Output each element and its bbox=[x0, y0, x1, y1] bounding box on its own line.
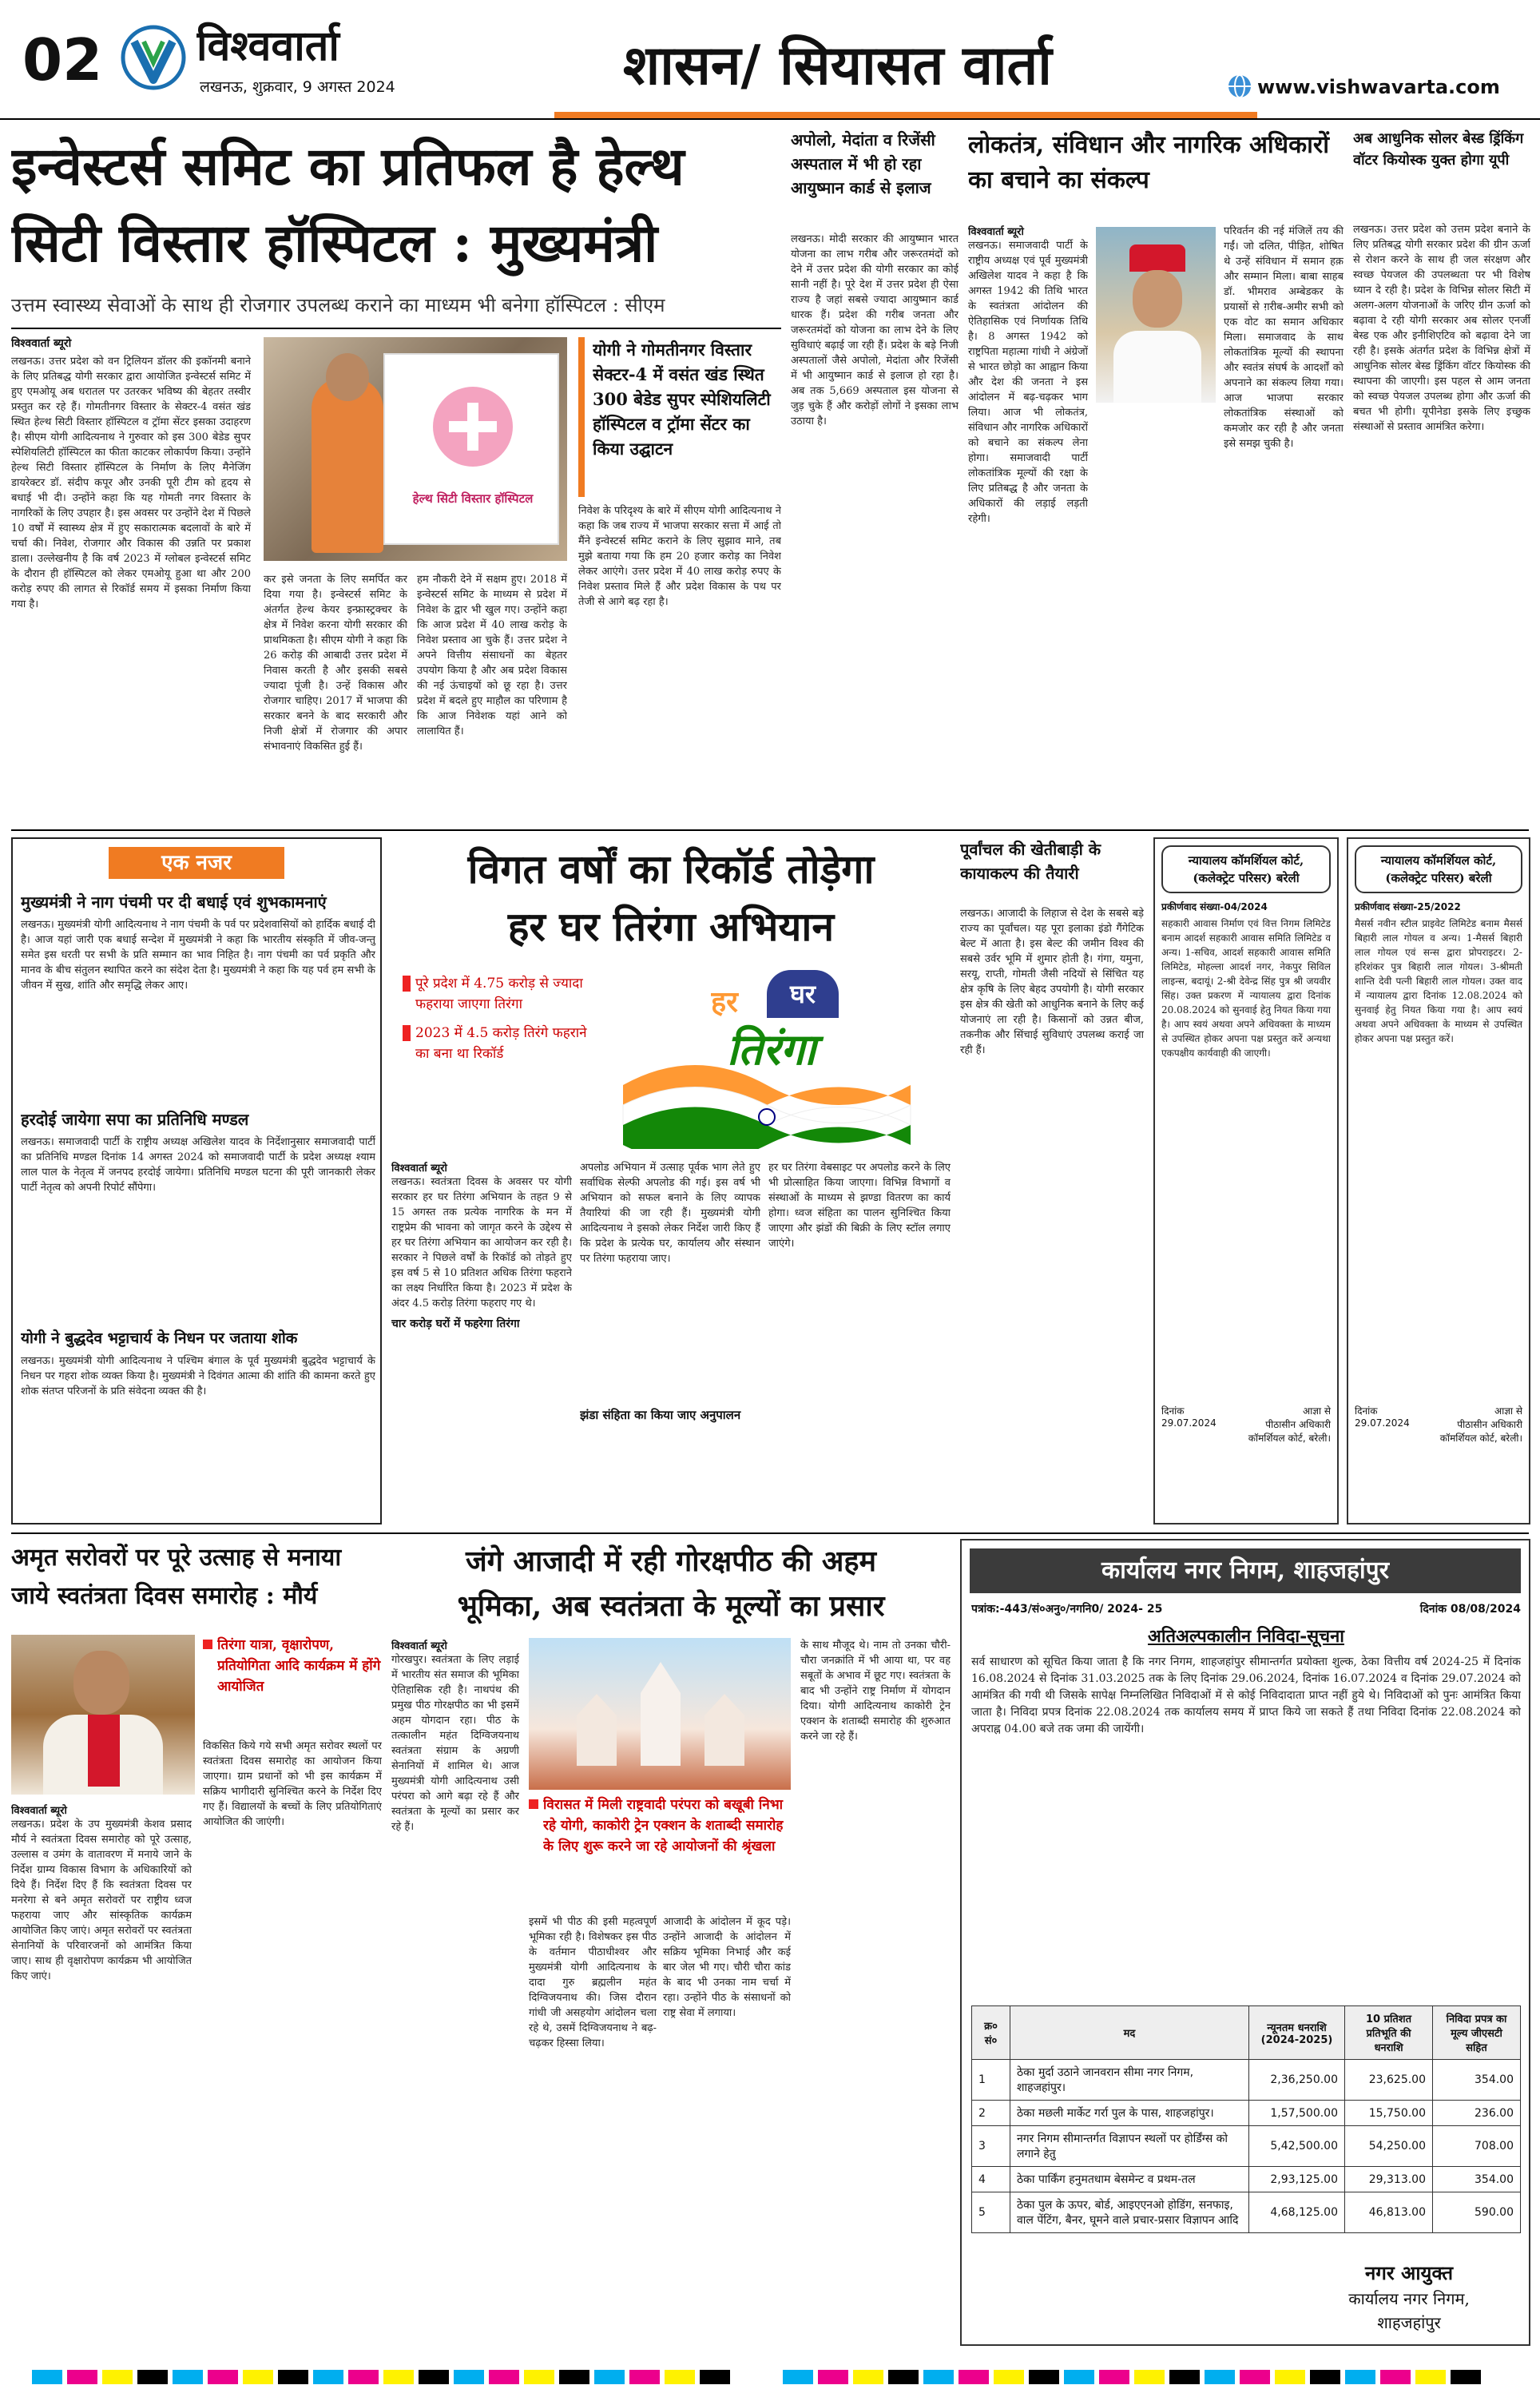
table-row bbox=[972, 2167, 1521, 2192]
table-header: निविदा प्रपत्र का मूल्य जीएसटी सहित bbox=[1433, 2006, 1521, 2060]
bullet-icon bbox=[403, 1025, 411, 1041]
democracy-column-2: परिवर्तन की नई मंजिलें तय की गईं। जो दलित, पीड़ित, शोषित थे उन्हें संविधान में समान हक़ और सम्मान मिला। बाबा साहब डॉ. भीमराव अम्बेडकर के प्रयासों से ग़रीब-अमीर सभी को एक वोट का समान अधिकार मिला। समाजवाद के साथ लोकतांत्रिक मूल्यों की स्थापना और स्वतंत्र संघर्ष के आदर्शों को अपनाने का संकल्प लिया गया। आज भाजपा सरकार लोकतांत्रिक संस्थाओं को कमजोर कर रही है और जनता इसे समझ चुकी है। bbox=[1224, 225, 1344, 450]
color-swatch bbox=[888, 2370, 919, 2384]
tiranga-headline-2: हर घर तिरंगा अभियान bbox=[507, 903, 835, 950]
print-registration-bar bbox=[0, 2357, 1540, 2397]
tiranga-byline: विश्ववार्ता ब्यूरो bbox=[391, 1163, 447, 1175]
page-number: 02 bbox=[22, 26, 103, 93]
color-swatch bbox=[559, 2370, 589, 2384]
color-swatch bbox=[959, 2370, 989, 2384]
tender-office-title: कार्यालय नगर निगम, शाहजहांपुर bbox=[970, 1548, 1521, 1593]
table-cell: 236.00 bbox=[1433, 2101, 1521, 2126]
purvanchal-headline: पूर्वांचल की खेतीबाड़ी के कायाकल्प की तैयारी bbox=[960, 840, 1101, 883]
color-swatch bbox=[173, 2370, 203, 2384]
website-link[interactable]: www.vishwavarta.com bbox=[1257, 76, 1500, 98]
lead-byline: विश्ववार्ता ब्यूरो bbox=[11, 337, 72, 350]
tiranga-column-2: अपलोड अभियान में उत्साह पूर्वक भाग लेते हुए सर्वाधिक सेल्फी अपलोड की गई। इस वर्ष भी अभियान को सफल बनाने के लिए व्यापक तैयारियां की जा रही हैं। मुख्यमंत्री योगी आदित्यनाथ ने इसको लेकर निर्देश जारी किए हैं कि प्रदेश के प्रत्येक घर, कार्यालय और संस्थान पर तिरंगा फहराया जाए। bbox=[580, 1162, 760, 1265]
globe-icon bbox=[1227, 74, 1252, 99]
gorakhpeeth-byline: विश्ववार्ता ब्यूरो bbox=[391, 1640, 447, 1652]
color-swatch bbox=[1345, 2370, 1375, 2384]
lead-story bbox=[11, 128, 781, 823]
color-swatch bbox=[783, 2370, 813, 2384]
color-swatch bbox=[489, 2370, 519, 2384]
color-swatch bbox=[853, 2370, 883, 2384]
color-swatch bbox=[994, 2370, 1024, 2384]
color-swatch bbox=[1064, 2370, 1094, 2384]
table-cell: ठेका पार्किंग हनुमतधाम बेसमेन्ट व प्रथम-तल bbox=[1010, 2167, 1249, 2192]
tender-signature bbox=[1297, 2260, 1521, 2336]
tiranga-headline-1: विगत वर्षों का रिकॉर्ड तोड़ेगा bbox=[467, 845, 875, 892]
democracy-column-1 bbox=[968, 224, 1088, 815]
lead-headline-1: इन्वेस्टर्स समिट का प्रतिफल है हेल्थ bbox=[11, 135, 685, 197]
color-swatch bbox=[1169, 2370, 1200, 2384]
color-swatch bbox=[524, 2370, 554, 2384]
temple-photo bbox=[529, 1638, 791, 1790]
tender-body: सर्व साधारण को सूचित किया जाता है कि नगर निगम, शाहजहांपुर सीमान्तर्गत प्रयोक्ता शुल्क, ठेका वित्तीय वर्ष 2024-25 में दिनांक 16.08.2024 से दिनांक 31.03.2025 तक के लिए दिनांक 29.06.2024, दिनांक 16.07.2024 व दिनांक 29.07.2024 को आमंत्रित की गयी थी जिसके सापेक्ष निम्नलिखित निविदाओं में से कोई निविदादाता प्राप्त नहीं हुये थे। निविदाओं को पुनः आमंत्रित किया जाता है। निविदा प्रपत्र दिनांक 22.08.2024 तक कार्यालय समय में प्राप्त किये जा सकते हैं तथा निविदा दिनांक 22.08.2024 को अपराह्न 04.00 बजे तक जमा की जायेंगी। bbox=[971, 1656, 1521, 1735]
democracy-body: लखनऊ। समाजवादी पार्टी के राष्ट्रीय अध्यक्ष एवं पूर्व मुख्यमंत्री अखिलेश यादव ने कहा है कि अगस्त 1942 की तिथि भारत के स्वतंत्रता आंदोलन की ऐतिहासिक एवं निर्णायक तिथि है। 8 अगस्त 1942 को राष्ट्रपिता महात्मा गांधी ने अंग्रेजों से भारत छोड़ो का आह्वान किया और देश की जनता ने इस आंदोलन में बढ़-चढ़कर भाग लिया। आज भी लोकतंत्र, संविधान और नागरिक अधिकारों को बचाने का संकल्प लेना होगा। समाजवादी पार्टी लोकतांत्रिक मूल्यों की रक्षा के लिए प्रतिबद्ध है और जनता के अधिकारों की लड़ाई लड़ती रहेगी। bbox=[968, 240, 1088, 525]
color-swatch bbox=[1275, 2370, 1305, 2384]
color-swatch bbox=[208, 2370, 238, 2384]
gorakhpeeth-column-3: आजादी के आंदोलन में कूद पड़े। उन्होंने आजादी के आंदोलन में सक्रिय भूमिका निभाई और कई बार जेल भी गए। चौरी चौरा कांड के बाद भी उनका नाम चर्चा में रहा। उन्होंने पीठ के संसाधनों को राष्ट्र सेवा में लगाया। bbox=[663, 1916, 791, 2019]
nazar-item-3-headline: योगी ने बुद्धदेव भट्टाचार्य के निधन पर जताया शोक bbox=[21, 1330, 298, 1347]
lead-column-3: हम नौकरी देने में सक्षम हुए। 2018 में इन्वेस्टर्स समिट के माध्यम से प्रदेश में निवेश के द्वार भी खुल गए। उन्होंने कहा कि आज प्रदेश में 40 लाख करोड़ के निवेश प्रस्ताव आ चुके हैं। उत्तर प्रदेश ने अपने वित्तीय संसाधनों का बेहतर उपयोग किया है और अब प्रदेश विकास की नई ऊंचाइयों को छू रहा है। उत्तर प्रदेश में बदले हुए माहौल का परिणाम है कि आज निवेशक यहां आने को लालायित हैं। bbox=[417, 574, 567, 737]
color-swatch bbox=[1099, 2370, 1129, 2384]
court-notice-1 bbox=[1153, 837, 1339, 1524]
table-cell: ठेका मछली मार्केट गर्रा पुल के पास, शाहजहांपुर। bbox=[1010, 2101, 1249, 2126]
color-swatch bbox=[1240, 2370, 1270, 2384]
table-cell: 5,42,500.00 bbox=[1249, 2126, 1345, 2167]
amrit-highlight: तिरंगा यात्रा, वृक्षारोपण, प्रतियोगिता आदि कार्यक्रम में होंगे आयोजित bbox=[217, 1637, 381, 1695]
nazar-item-3-body: लखनऊ। मुख्यमंत्री योगी आदित्यनाथ ने पश्चिम बंगाल के पूर्व मुख्यमंत्री बुद्धदेव भट्टाचार्य के निधन पर गहरा शोक व्यक्त किया है। मुख्यमंत्री ने दिवंगत आत्मा की शांति की कामना करते हुए शोक संतप्त परिजनों के प्रति संवेदना व्यक्त की है। bbox=[21, 1355, 375, 1397]
banner-logo-icon bbox=[425, 379, 521, 475]
nazar-item-1-headline: मुख्यमंत्री ने नाग पंचमी पर दी बधाई एवं शुभकामनाएं bbox=[21, 892, 327, 912]
court-notice-1-date: दिनांक 29.07.2024 bbox=[1161, 1405, 1217, 1429]
tender-ref-date: दिनांक 08/08/2024 bbox=[1419, 1603, 1521, 1616]
bullet-icon bbox=[403, 976, 411, 992]
ayushman-body: लखनऊ। मोदी सरकार की आयुष्मान भारत योजना का लाभ गरीब और जरूरतमंदों को देने में उत्तर प्रदेश की योगी सरकार का कोई सानी नहीं है। पूरे देश में उत्तर प्रदेश ही ऐसा राज्य है जहां सबसे ज्यादा आयुष्मान कार्ड धारक हैं। प्रदेश की गरीब जनता और जरूरतमंदों को योजना का लाभ देने के लिए सुविधाएं बढ़ाई जा रही हैं। प्रदेश के बड़े निजी अस्पतालों जैसे अपोलो, मेदांता और रिजेंसी में भी आयुष्मान कार्ड से इलाज हो रहा है। अब तक 5,669 अस्पताल इस योजना से जुड़ चुके हैं और करोड़ों लोगों ने इसका लाभ उठाया है। bbox=[791, 233, 959, 427]
color-swatch bbox=[594, 2370, 625, 2384]
table-cell: ठेका मुर्दा उठाने जानवरान सीमा नगर निगम, शाहजहांपुर। bbox=[1010, 2060, 1249, 2101]
amrit-column-2: विकसित किये गये सभी अमृत सरोवर स्थलों पर स्वतंत्रता दिवस समारोह का आयोजन किया जाएगा। ग्राम प्रधानों को भी इस कार्यक्रम में सक्रिय भागीदारी सुनिश्चित करने के निर्देश दिए गए हैं। विद्यालयों के बच्चों के लिए प्रतियोगिताएं आयोजित की जाएंगी। bbox=[203, 1740, 382, 1828]
color-swatch bbox=[313, 2370, 343, 2384]
speaker-figure bbox=[312, 377, 383, 553]
table-header: न्यूनतम धनराशि (2024-2025) bbox=[1249, 2006, 1345, 2060]
tiranga-column-3: हर घर तिरंगा वेबसाइट पर अपलोड करने के लिए भी प्रोत्साहित किया जाएगा। विभिन्न विभागों व संस्थाओं के माध्यम से झण्डा वितरण का कार्य होगा। ध्वज संहिता का पालन सुनिश्चित किया जाएगा और झंडों की बिक्री के लिए स्टॉल लगाए जाएंगे। bbox=[768, 1162, 951, 1250]
nazar-item-2-body: लखनऊ। समाजवादी पार्टी के राष्ट्रीय अध्यक्ष अखिलेश यादव के निर्देशानुसार समाजवादी पार्टी का प्रतिनिधि मण्डल दिनांक 14 अगस्त 2024 को समाजवादी पार्टी के प्रदेश अध्यक्ष श्याम लाल पाल के नेतृत्व में जनपद हरदोई जायेगा। प्रतिनिधि मण्डल घटना की पूरी जानकारी लेकर पार्टी नेतृत्व को अपनी रिपोर्ट सौंपेगा। bbox=[21, 1136, 375, 1194]
nazar-item-1-body: लखनऊ। मुख्यमंत्री योगी आदित्यनाथ ने नाग पंचमी के पर्व पर प्रदेशवासियों को हार्दिक बधाई दी है। आज यहां जारी एक बधाई सन्देश में मुख्यमंत्री ने कहा कि भारतीय संस्कृति में जीव-जन्तु समेत इस धरती पर सभी के प्रति सम्मान का भाव निहित है। नाग पंचमी का पर्व प्रकृति और मानव के बीच संतुलन स्थापित करने का संदेश देता है। मुख्यमंत्री ने कहा कि यह पर्व हम सभी के जीवन में सुख, शांति और समृद्धि लेकर आए। bbox=[21, 919, 375, 992]
masthead bbox=[0, 0, 1540, 120]
court-notice-2-body: मैसर्स नवीन स्टील प्राइवेट लिमिटेड बनाम मैसर्स बिहारी लाल गोयल व अन्य। 1-मैसर्स बिहारी लाल गोयल एवं सन्स द्वारा प्रोपराइटर। 2-हरिशंकर पुत्र बिहारी लाल गोयल। 3-श्रीमती शान्ति देवी पत्नी बिहारी लाल गोयल। उक्त वाद में न्यायालय द्वारा दिनांक 12.08.2024 को सुनवाई हेतु नियत किया गया है। आप स्वयं अथवा अपने अधिवक्ता के माध्यम से उपस्थित होकर अपना पक्ष प्रस्तुत करें। bbox=[1355, 918, 1522, 1044]
table-cell: 2 bbox=[972, 2101, 1010, 2126]
amrit-column-1 bbox=[11, 1803, 192, 2338]
tender-sign-1: नगर आयुक्त bbox=[1365, 2261, 1453, 2284]
court-notice-2 bbox=[1347, 837, 1530, 1524]
court-notice-1-body: सहकारी आवास निर्माण एवं वित्त निगम लिमिटेड बनाम आदर्श सहकारी आवास समिति लिमिटेड व अन्य। 1-सचिव, आदर्श सहकारी आवास समिति लिमिटेड, मोहल्ला आदर्श नगर, नेकपुर सिविल लाइन्स, बदायूं। 2-श्री देवेन्द्र सिंह पुत्र श्री जयवीर सिंह। उक्त प्रकरण में न्यायालय द्वारा दिनांक 20.08.2024 को सुनवाई हेतु नियत किया गया है। आप स्वयं अथवा अपने अधिवक्ता के माध्यम से उपस्थित होकर अपना पक्ष प्रस्तुत करें अन्यथा एकपक्षीय कार्यवाही की जाएगी। bbox=[1161, 918, 1331, 1059]
tender-table-wrap bbox=[971, 2005, 1521, 2245]
tiranga-body: लखनऊ। स्वतंत्रता दिवस के अवसर पर योगी सरकार हर घर तिरंगा अभियान के तहत 9 से 15 अगस्त तक प्रत्येक नागरिक के मन में राष्ट्रप्रेम की भावना को जागृत करने के उद्देश्य से हर घर तिरंगा अभियान का आयोजन कर रही है। सरकार ने पिछले वर्षों के रिकॉर्ड को तोड़ते हुए इस वर्ष 5 से 10 प्रतिशत अधिक तिरंगा फहराने का लक्ष्य निर्धारित किया है। 2023 में प्रदेश के अंदर 4.5 करोड़ तिरंगा फहराए गए थे। bbox=[391, 1176, 572, 1310]
color-swatch bbox=[1451, 2370, 1481, 2384]
color-swatch bbox=[419, 2370, 449, 2384]
lead-column-1 bbox=[11, 336, 251, 815]
amrit-byline: विश्ववार्ता ब्यूरो bbox=[11, 1805, 67, 1817]
color-swatch bbox=[348, 2370, 379, 2384]
tiranga-bullet-1: पूरे प्रदेश में 4.75 करोड़ से ज्यादा फहराया जाएगा तिरंगा bbox=[403, 973, 594, 1015]
table-cell: 1 bbox=[972, 2060, 1010, 2101]
logo-word-3: तिरंगा bbox=[727, 1024, 816, 1074]
court-notice-1-sign-2: पीठासीन अधिकारी कॉमर्शियल कोर्ट, बरेली। bbox=[1248, 1419, 1331, 1444]
court-notice-2-date: दिनांक 29.07.2024 bbox=[1355, 1405, 1410, 1429]
table-cell: 15,750.00 bbox=[1345, 2101, 1433, 2126]
table-cell: 54,250.00 bbox=[1345, 2126, 1433, 2167]
section-title: शासन/ सियासत वार्ता bbox=[623, 34, 1052, 97]
solar-body: लखनऊ। उत्तर प्रदेश को उत्तम प्रदेश बनाने के लिए प्रतिबद्ध योगी सरकार प्रदेश की ग्रीन ऊर्जा से रोशन करने के साथ ही जल संरक्षण और स्वच्छ पेयजल की उपलब्धता पर भी विशेष ध्यान दे रही है। प्रदेश के विभिन्न सोलर सिटी में अलग-अलग योजनाओं के जरिए ग्रीन ऊर्जा को बढ़ावा दे रही योगी सरकार अब सोलर एनर्जी बेस्ड एक और इनीशिएटिव को बढ़ावा देने जा रही है। इसके अंतर्गत प्रदेश के विभिन्न क्षेत्रों में आधुनिक सोलर बेस्ड ड्रिंकिंग वॉटर कियोस्क की स्थापना की जाएगी। इस पहल से आम जनता को स्वच्छ पेयजल उपलब्ध होगा और ऊर्जा की बचत भी होगी। यूपीनेडा इसके लिए इच्छुक संस्थाओं से प्रस्ताव आमंत्रित करेगा। bbox=[1353, 224, 1530, 433]
color-swatch bbox=[665, 2370, 695, 2384]
court-notice-2-sign-1: आज्ञा से bbox=[1494, 1405, 1522, 1417]
tiranga-column-1 bbox=[391, 1160, 572, 1520]
solar-story bbox=[1353, 128, 1530, 823]
color-swatch bbox=[923, 2370, 954, 2384]
table-cell: 4 bbox=[972, 2167, 1010, 2192]
table-cell: 590.00 bbox=[1433, 2192, 1521, 2233]
democracy-story bbox=[968, 128, 1344, 823]
amrit-body: लखनऊ। प्रदेश के उप मुख्यमंत्री केशव प्रसाद मौर्य ने स्वतंत्रता दिवस समारोह को पूरे उत्साह, उल्लास व उमंग के वातावरण में मनाये जाने के निर्देश ग्राम्य विकास विभाग के अधिकारियों को दिये हैं। निर्देश दिए हैं कि स्वतंत्रता दिवस पर मनरेगा से बने अमृत सरोवरों पर राष्ट्रीय ध्वज फहराया जाए और सांस्कृतिक कार्यक्रम आयोजित किए जाएं। अमृत सरोवरों पर स्वतंत्रता सेनानियों के परिवारजनों को आमंत्रित किया जाए। साथ ही वृक्षारोपण कार्यक्रम भी आयोजित किए जाएं। bbox=[11, 1819, 192, 1982]
table-cell: 708.00 bbox=[1433, 2126, 1521, 2167]
color-swatch bbox=[1310, 2370, 1340, 2384]
ayushman-headline: अपोलो, मेदांता व रिजेंसी अस्पताल में भी हो रहा आयुष्मान कार्ड से इलाज bbox=[791, 130, 935, 197]
amrit-headline: अमृत सरोवरों पर पूरे उत्साह से मनाया जाये स्वतंत्रता दिवस समारोह : मौर्य bbox=[11, 1544, 342, 1610]
table-cell: 3 bbox=[972, 2126, 1010, 2167]
purvanchal-story bbox=[960, 837, 1144, 1524]
table-cell: 2,93,125.00 bbox=[1249, 2167, 1345, 2192]
table-row bbox=[972, 2192, 1521, 2233]
amrit-highlight-box bbox=[203, 1635, 382, 1731]
gorakhpeeth-column-1 bbox=[391, 1638, 519, 2341]
color-swatch bbox=[1134, 2370, 1165, 2384]
tiranga-bullets bbox=[403, 973, 594, 1149]
speaker-head bbox=[326, 353, 369, 401]
banner-text: हेल्थ सिटी विस्तार हॉस्पिटल bbox=[412, 491, 534, 506]
table-cell: 5 bbox=[972, 2192, 1010, 2233]
table-header: क्र० सं० bbox=[972, 2006, 1010, 2060]
lead-column-2: कर इसे जनता के लिए समर्पित कर दिया गया है। इन्वेस्टर्स समिट के अंतर्गत हेल्थ केयर इन्फ्रास्ट्रक्चर के क्षेत्र में निवेश करना योगी सरकार की प्राथमिकता है। सीएम योगी ने कहा कि 26 करोड़ की आबादी उत्तर प्रदेश में निवास करती है और इसकी सबसे ज्यादा पूंजी है। उन्हें विकास और रोजगार चाहिए। 2017 में भाजपा की सरकार बनने के बाद सरकारी और निजी क्षेत्रों में रोजगार की अपार संभावनाएं विकसित हुई हैं। bbox=[264, 574, 407, 753]
table-cell: 354.00 bbox=[1433, 2060, 1521, 2101]
color-swatch bbox=[278, 2370, 308, 2384]
court-notice-1-title: न्यायालय कॉमर्शियल कोर्ट, (कलेक्ट्रेट परिसर) बरेली bbox=[1161, 845, 1331, 893]
table-header: मद bbox=[1010, 2006, 1249, 2060]
ek-nazar-title: एक नजर bbox=[109, 847, 284, 879]
tender-notice-title: अतिअल्पकालीन निविदा-सूचना bbox=[1148, 1626, 1344, 1647]
color-swatch bbox=[700, 2370, 730, 2384]
court-notice-1-case: प्रकीर्णवाद संख्या-04/2024 bbox=[1161, 901, 1268, 912]
table-cell: 23,625.00 bbox=[1345, 2060, 1433, 2101]
gorakhpeeth-headline-2: भूमिका, अब स्वतंत्रता के मूल्यों का प्रसार bbox=[457, 1589, 885, 1623]
table-row bbox=[972, 2101, 1521, 2126]
tender-notice bbox=[960, 1539, 1530, 2346]
court-notice-2-sign-2: पीठासीन अधिकारी कॉमर्शियल कोर्ट, बरेली। bbox=[1439, 1419, 1522, 1444]
logo-word-2: घर bbox=[767, 970, 839, 1018]
table-row bbox=[972, 2126, 1521, 2167]
gorakhpeeth-body: गोरखपुर। स्वतंत्रता के लिए लड़ाई में भारतीय संत समाज की भूमिका ऐतिहासिक रही है। नाथपंथ की प्रमुख पीठ गोरक्षपीठ का भी इसमें अहम योगदान रहा। पीठ के तत्कालीन महंत दिग्विजयनाथ स्वतंत्रता संग्राम के अग्रणी सेनानियों में शामिल थे। आज मुख्यमंत्री योगी आदित्यनाथ उसी परंपरा को आगे बढ़ा रहे हैं और स्वतंत्रता के मूल्यों का प्रसार कर रहे हैं। bbox=[391, 1654, 519, 1833]
date-line: लखनऊ, शुक्रवार, 9 अगस्त 2024 bbox=[200, 78, 395, 96]
lead-highlight: योगी ने गोमतीनगर विस्तार सेक्टर-4 में वसंत खंड स्थित 300 बेडेड सुपर स्पेशियलिटी हॉस्पिटल व ट्रॉमा सेंटर का किया उद्घाटन bbox=[593, 340, 771, 459]
color-swatch bbox=[102, 2370, 133, 2384]
table-header: 10 प्रतिशत प्रतिभूति की धनराशि bbox=[1345, 2006, 1433, 2060]
lead-photo bbox=[264, 337, 567, 561]
gorakhpeeth-quote-box bbox=[529, 1795, 791, 1906]
democracy-byline: विश्ववार्ता ब्यूरो bbox=[968, 226, 1024, 238]
color-swatch bbox=[1380, 2370, 1411, 2384]
photo-banner bbox=[383, 353, 559, 545]
color-swatch bbox=[454, 2370, 484, 2384]
tiranga-subhead-2: झंडा संहिता का किया जाए अनुपालन bbox=[580, 1408, 741, 1422]
court-notice-2-case: प्रकीर्णवाद संख्या-25/2022 bbox=[1355, 901, 1461, 912]
democracy-headline: लोकतंत्र, संविधान और नागरिक अधिकारों का बचाने का संकल्प bbox=[968, 131, 1329, 194]
color-swatch bbox=[1205, 2370, 1235, 2384]
cmyk-strip-right bbox=[783, 2370, 1502, 2384]
paper-logo-icon bbox=[120, 24, 187, 91]
lead-body: लखनऊ। उत्तर प्रदेश को वन ट्रिलियन डॉलर की इकॉनमी बनाने के लिए प्रतिबद्ध योगी सरकार द्वारा आयोजित इन्वेस्टर्स समिट में हुए एमओयू अब धरातल पर उतरकर भविष्य की बेहतर तस्वीर प्रस्तुत कर रहे हैं। गोमतीनगर विस्तार के सेक्टर-4 वसंत खंड स्थित हेल्थ सिटी विस्तार हॉस्पिटल व ट्रॉमा सेंटर इसका उदाहरण है। सीएम योगी आदित्यनाथ ने गुरुवार को इस 300 बेडेड सुपर स्पेशियलिटी हॉस्पिटल का फीता काटकर लोकार्पण किया। उन्होंने हेल्थ सिटी विस्तार हॉस्पिटल के निर्माण के लिए मैनेजिंग डायरेक्टर डॉ. संदीप कपूर और उनकी पूरी टीम को हृदय से बधाई भी दी। उन्होंने कहा कि यह गोमती नगर विस्तार के नागरिकों के लिए उपहार है। इस अवसर पर उन्होंने देश में पिछले 10 वर्षों में स्वास्थ्य क्षेत्र में हुए सकारात्मक बदलावों के बारे में चर्चा की। निवेश, रोजगार और विकास की उन्नति पर प्रकाश डाला। उल्लेखनीय है कि वर्ष 2023 में ग्लोबल इन्वेस्टर्स समिट के दौरान ही हॉस्पिटल को लेकर एमओयू हुआ था और 200 करोड़ रुपए की लागत से रिकॉर्ड समय में इसका निर्माण किया गया है। bbox=[11, 356, 251, 610]
tiranga-subhead: चार करोड़ घरों में फहरेगा तिरंगा bbox=[391, 1318, 520, 1330]
ek-nazar-box bbox=[11, 837, 382, 1524]
solar-headline: अब आधुनिक सोलर बेस्ड ड्रिंकिंग वॉटर कियोस्क युक्त होगा यूपी bbox=[1353, 130, 1524, 169]
logo-word-1: हर bbox=[711, 985, 738, 1019]
table-cell: 354.00 bbox=[1433, 2167, 1521, 2192]
tender-ref-no: पत्रांक:-443/सं०अनु०/नगनि0/ 2024- 25 bbox=[971, 1603, 1163, 1616]
lead-headline-2: सिटी विस्तार हॉस्पिटल : मुख्यमंत्री bbox=[11, 212, 658, 274]
tender-sign-3: शाहजहांपुर bbox=[1377, 2313, 1441, 2332]
color-swatch bbox=[818, 2370, 848, 2384]
table-cell: 2,36,250.00 bbox=[1249, 2060, 1345, 2101]
tiranga-bullet-2: 2023 में 4.5 करोड़ तिरंगे फहराने का बना था रिकॉर्ड bbox=[403, 1023, 594, 1064]
table-header-row bbox=[972, 2006, 1521, 2060]
amrit-story bbox=[11, 1539, 382, 2346]
tender-sign-2: कार्यालय नगर निगम, bbox=[1348, 2289, 1470, 2308]
gorakhpeeth-story bbox=[391, 1539, 951, 2346]
tender-table bbox=[971, 2005, 1521, 2233]
table-cell: 4,68,125.00 bbox=[1249, 2192, 1345, 2233]
gorakhpeeth-quote: विरासत में मिली राष्ट्रवादी परंपरा को बखूबी निभा रहे योगी, काकोरी ट्रेन एक्शन के शताब्दी समारोह के लिए शुरू करने जा रहे आयोजनों की श्रृंखला bbox=[543, 1797, 784, 1854]
har-ghar-tiranga-logo bbox=[607, 965, 943, 1149]
cmyk-strip-left bbox=[32, 2370, 751, 2384]
lead-subhead: उत्तम स्वास्थ्य सेवाओं के साथ ही रोजगार उपलब्ध कराने का माध्यम भी बनेगा हॉस्पिटल : सीएम bbox=[11, 294, 665, 316]
gorakhpeeth-column-2: इसमें भी पीठ की इसी महत्वपूर्ण भूमिका रही है। विशेषकर इस पीठ के वर्तमान पीठाधीश्वर और मुख्यमंत्री योगी आदित्यनाथ के दादा गुरु ब्रह्मलीन महंत दिग्विजयनाथ की। जिस दौरान गांधी जी असहयोग आंदोलन चला रहे थे, उसमें दिग्विजयनाथ ने बढ़-चढ़कर हिस्सा लिया। bbox=[529, 1916, 657, 2049]
gorakhpeeth-headline-1: जंगे आजादी में रही गोरक्षपीठ की अहम bbox=[465, 1544, 877, 1578]
color-swatch bbox=[243, 2370, 273, 2384]
court-notice-1-sign-1: आज्ञा से bbox=[1303, 1405, 1331, 1417]
table-cell: नगर निगम सीमान्तर्गत विज्ञापन स्थलों पर होर्डिंग्स को लगाने हेतु bbox=[1010, 2126, 1249, 2167]
table-cell: 29,313.00 bbox=[1345, 2167, 1433, 2192]
ayushman-story bbox=[791, 128, 959, 823]
color-swatch bbox=[1415, 2370, 1446, 2384]
color-swatch bbox=[383, 2370, 414, 2384]
color-swatch bbox=[629, 2370, 660, 2384]
nazar-item-2-headline: हरदोई जायेगा सपा का प्रतिनिधि मण्डल bbox=[21, 1110, 249, 1129]
color-swatch bbox=[1029, 2370, 1059, 2384]
gorakhpeeth-column-4: के साथ मौजूद थे। नाम तो उनका चौरी-चौरा जनक्रांति में भी आया था, पर वह सबूतों के अभाव में छूट गए। स्वतंत्रता के बाद भी उन्होंने राष्ट्र निर्माण में योगदान दिया। योगी आदित्यनाथ काकोरी ट्रेन एक्शन के शताब्दी समारोह की शुरुआत करने जा रहे हैं। bbox=[800, 1640, 951, 1743]
lead-column-4: निवेश के परिदृश्य के बारे में सीएम योगी आदित्यनाथ ने कहा कि जब राज्य में भाजपा सरकार सत्ता में आई तो मैंने इन्वेस्टर्स समिट कराने के लिए सुझाव माने, तब मुझे बताया गया कि हम 20 हजार करोड़ का निवेश लेकर आएंगे। उत्तर प्रदेश में 40 लाख करोड़ रुपए के निवेश प्रस्ताव मिले हैं और प्रदेश विकास के पथ पर तेजी से आगे बढ़ रहा है। bbox=[578, 505, 781, 608]
lead-highlight-box bbox=[578, 337, 781, 497]
akhilesh-photo bbox=[1096, 227, 1216, 403]
court-notice-2-title: न्यायालय कॉमर्शियल कोर्ट, (कलेक्ट्रेट परिसर) बरेली bbox=[1355, 845, 1522, 893]
table-cell: 1,57,500.00 bbox=[1249, 2101, 1345, 2126]
purvanchal-body: लखनऊ। आजादी के लिहाज से देश के सबसे बड़े राज्य का पूर्वांचल। यह पूरा इलाका इंडो गैंगेटिक बेल्ट में आता है। इस बेल्ट की जमीन विश्व की सबसे उर्वर भूमि में शुमार होती है। गंगा, यमुना, सरयू, राप्ती, गोमती जैसी नदियों से सिंचित यह क्षेत्र कृषि के लिए बेहद उपयोगी है। योगी सरकार इस क्षेत्र की खेती को आधुनिक बनाने के लिए कई योजनाएं ला रही है। किसानों को उन्नत बीज, तकनीक और सिंचाई सुविधाएं उपलब्ध कराई जा रही हैं। bbox=[960, 908, 1144, 1056]
masthead-accent bbox=[554, 112, 1257, 118]
paper-name: विश्ववार्ता bbox=[196, 22, 339, 70]
maurya-photo bbox=[11, 1635, 195, 1795]
table-cell: 46,813.00 bbox=[1345, 2192, 1433, 2233]
table-cell: ठेका पुल के ऊपर, बोर्ड, आइएएनओ होडिंग, सनफाइ, वाल पेंटिंग, बैनर, घूमने वाले प्रचार-प्रसार विज्ञापन आदि bbox=[1010, 2192, 1249, 2233]
color-swatch bbox=[32, 2370, 62, 2384]
color-swatch bbox=[137, 2370, 168, 2384]
table-row bbox=[972, 2060, 1521, 2101]
tiranga-story bbox=[391, 837, 951, 1524]
color-swatch bbox=[67, 2370, 97, 2384]
